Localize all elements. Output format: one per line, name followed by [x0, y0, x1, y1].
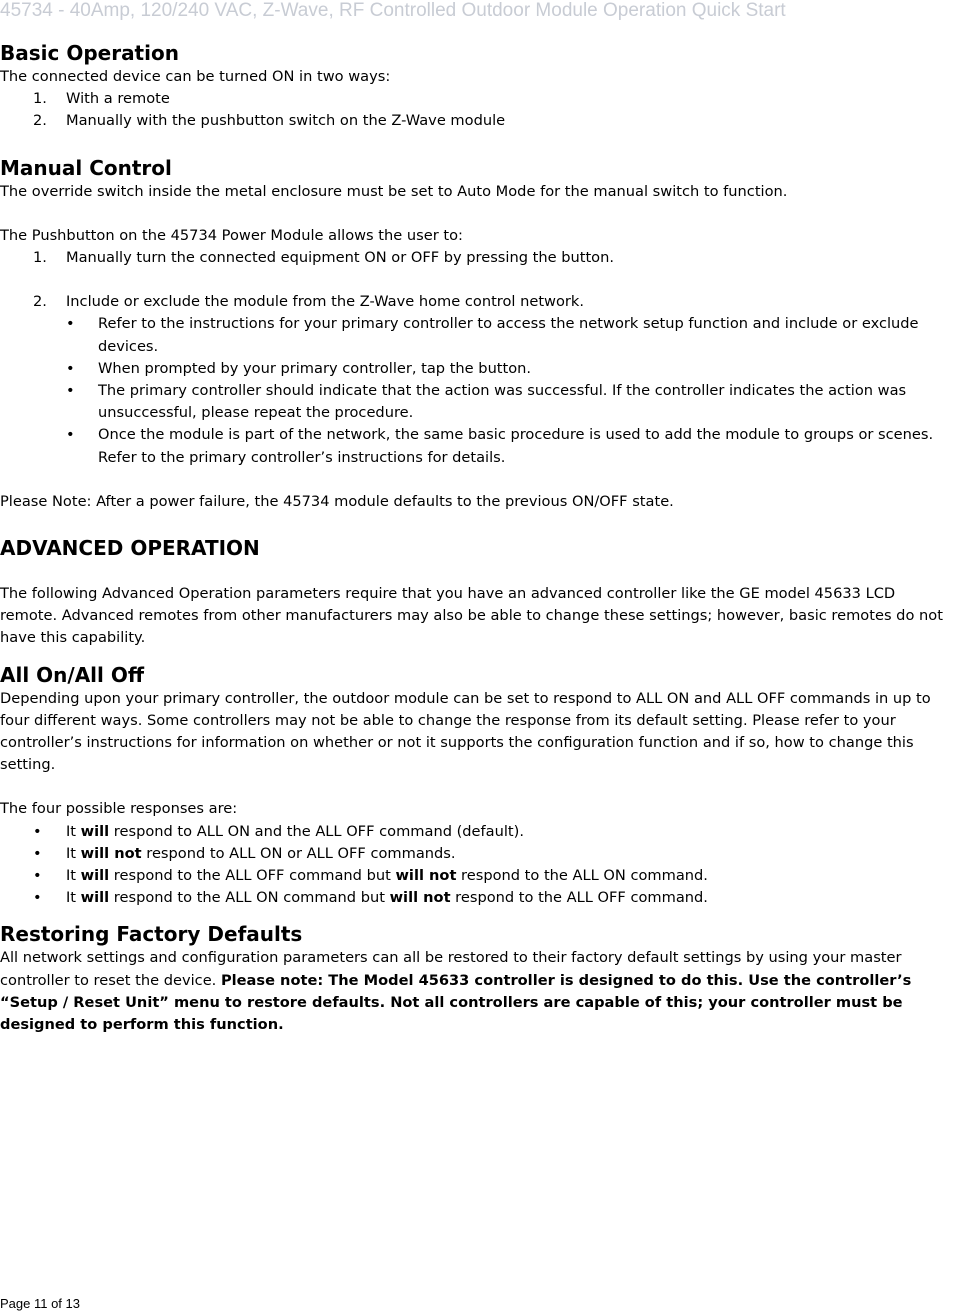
list-item-text: The primary controller should indicate that the action was successful. If the controller indicates the action was unsuccessful, please repeat the procedure. — [98, 382, 907, 422]
list-item — [0, 110, 956, 132]
list-item-text: Manually with the pushbutton switch on the Z-Wave module — [66, 112, 506, 130]
section-title-basic-operation: Basic Operation — [0, 41, 179, 65]
text-run: respond to the ALL OFF command. — [450, 889, 708, 907]
list-number: 1. — [33, 90, 47, 108]
bullet-icon: • — [66, 315, 75, 333]
list-number: 2. — [33, 293, 47, 311]
manual-pushbutton-text: The Pushbutton on the 45734 Power Module allows the user to: — [0, 226, 463, 244]
section-title-advanced-operation: ADVANCED OPERATION — [0, 536, 260, 561]
bullet-icon: • — [66, 382, 75, 400]
text-run: It — [66, 867, 81, 885]
text-run: It — [66, 889, 81, 907]
list-item — [0, 821, 956, 843]
manual-list — [0, 247, 956, 269]
list-item — [0, 313, 956, 357]
list-item — [0, 291, 956, 313]
list-item — [0, 380, 956, 424]
bullet-icon: • — [33, 889, 42, 907]
advanced-intro: The following Advanced Operation parameters require that you have an advanced controller like the GE model 45633 LCD remote. Advanced remotes from other manufacturers may also be able to change these settings; however, basic remotes do not have this capability. — [0, 585, 943, 647]
restore-text — [0, 947, 956, 1036]
allonoff-responses-intro: The four possible responses are: — [0, 800, 238, 818]
manual-list-2 — [0, 291, 956, 313]
text-run: respond to ALL ON or ALL OFF commands. — [141, 844, 456, 862]
list-number: 2. — [33, 112, 47, 130]
list-item-text: Once the module is part of the network, the same basic procedure is used to add the module to groups or scenes. Refer to the primary controller’s instructions for details. — [98, 426, 934, 466]
emphasis: will not — [80, 844, 142, 862]
list-item — [0, 247, 956, 269]
section-title-all-on-all-off: All On/All Off — [0, 662, 145, 687]
emphasis: will not — [389, 889, 451, 907]
emphasis: will — [80, 867, 110, 885]
manual-override-text: The override switch inside the metal enclosure must be set to Auto Mode for the manual switch to function. — [0, 182, 788, 200]
emphasis: will — [80, 822, 110, 840]
bullet-icon: • — [33, 844, 42, 862]
text-run: All network settings and configuration parameters can all be restored to their factory default settings by using your master controller to reset the device. — [0, 949, 902, 989]
basic-intro: The connected device can be turned ON in two ways: — [0, 68, 391, 85]
list-item — [0, 88, 956, 110]
bullet-icon: • — [66, 426, 75, 444]
section-title-manual-control: Manual Control — [0, 155, 172, 180]
section-title-restoring-factory-defaults: Restoring Factory Defaults — [0, 922, 303, 947]
list-item — [0, 865, 956, 887]
text-run: respond to the ALL ON command. — [456, 867, 708, 885]
text-run: It — [66, 844, 81, 862]
restore-note-bold: Please note: The Model 45633 controller is designed to do this. Use the controller’s “Setup / Reset Unit” menu to restore defaults. Not all controllers are capable of this; your controller must be designed to perform this function. — [0, 971, 912, 1034]
list-item — [0, 424, 956, 468]
list-item-text: Refer to the instructions for your primary controller to access the network setup function and include or exclude devices. — [98, 315, 919, 355]
text-run: respond to the ALL ON command but — [109, 889, 390, 907]
manual-bullet-list — [0, 313, 956, 468]
text-run: It — [66, 822, 81, 840]
list-item-text: Manually turn the connected equipment ON or OFF by pressing the button. — [66, 249, 614, 267]
allonoff-description: Depending upon your primary controller, the outdoor module can be set to respond to ALL ON and ALL OFF commands in up to four different ways. Some controllers may not be able to change the response from its default setting. Please refer to your controller’s instructions for information on whether or not it supports the configuration function and if so, how to change this setting. — [0, 689, 931, 774]
list-item-text: Include or exclude the module from the Z-Wave home control network. — [66, 293, 584, 311]
list-item — [0, 358, 956, 380]
text-run: respond to the ALL OFF command but — [109, 867, 396, 885]
emphasis: will — [80, 889, 110, 907]
emphasis: will not — [395, 867, 457, 885]
bullet-icon: • — [33, 822, 42, 840]
bullet-icon: • — [33, 867, 42, 885]
page-number: Page 11 of 13 — [0, 1296, 80, 1311]
document-body — [0, 40, 956, 1036]
basic-list — [0, 88, 956, 132]
allonoff-response-list — [0, 821, 956, 910]
document-header-watermark: 45734 - 40Amp, 120/240 VAC, Z-Wave, RF Controlled Outdoor Module Operation Quick Start — [0, 0, 786, 21]
text-run: respond to ALL ON and the ALL OFF command (default). — [109, 822, 524, 840]
list-number: 1. — [33, 249, 47, 267]
list-item-text: With a remote — [66, 90, 170, 108]
bullet-icon: • — [66, 359, 75, 377]
power-failure-note: Please Note: After a power failure, the 45734 module defaults to the previous ON/OFF state. — [0, 492, 674, 510]
list-item — [0, 843, 956, 865]
list-item — [0, 887, 956, 909]
list-item-text: When prompted by your primary controller, tap the button. — [98, 359, 532, 377]
